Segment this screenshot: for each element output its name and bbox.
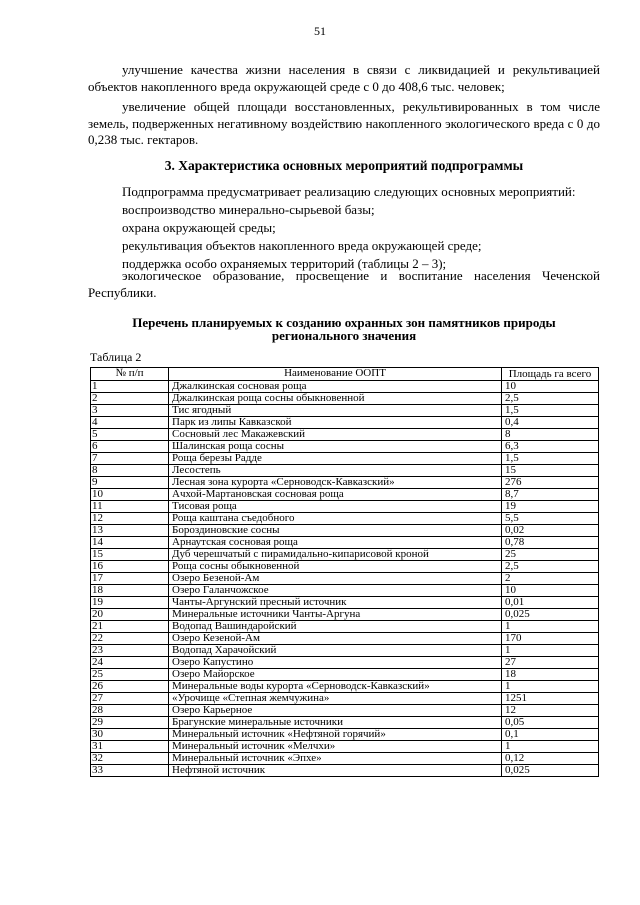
row-name: Бороздиновские сосны xyxy=(169,525,502,537)
row-area: 0,1 xyxy=(502,729,599,741)
row-area: 6,3 xyxy=(502,441,599,453)
table-row xyxy=(91,657,599,669)
row-number: 3 xyxy=(91,405,169,417)
row-number: 6 xyxy=(91,441,169,453)
measure-item: охрана окружающей среды; xyxy=(122,220,276,235)
row-area: 0,12 xyxy=(502,753,599,765)
table-row xyxy=(91,645,599,657)
table-row xyxy=(91,429,599,441)
row-number: 24 xyxy=(91,657,169,669)
row-number: 29 xyxy=(91,717,169,729)
row-name: Минеральный источник «Мелчхи» xyxy=(169,741,502,753)
row-area: 18 xyxy=(502,669,599,681)
table-row xyxy=(91,405,599,417)
table-row xyxy=(91,573,599,585)
row-name: Минеральные воды курорта «Серноводск-Кавказский» xyxy=(169,681,502,693)
row-name: Брагунские минеральные источники xyxy=(169,717,502,729)
row-number: 12 xyxy=(91,513,169,525)
row-number: 8 xyxy=(91,465,169,477)
measure-item: воспроизводство минерально-сырьевой базы; xyxy=(122,202,375,217)
row-area: 1 xyxy=(502,681,599,693)
measure-item: рекультивация объектов накопленного вреда окружающей среде; xyxy=(122,238,482,253)
row-number: 19 xyxy=(91,597,169,609)
table-row xyxy=(91,669,599,681)
row-area: 8 xyxy=(502,429,599,441)
row-name: Джалкинская сосновая роща xyxy=(169,381,502,393)
row-name: Шалинская роща сосны xyxy=(169,441,502,453)
row-name: Минеральные источники Чанты-Аргуна xyxy=(169,609,502,621)
header-area: Площадь га всего xyxy=(502,368,599,381)
row-area: 2,5 xyxy=(502,393,599,405)
table-row xyxy=(91,729,599,741)
measure-item: поддержка особо охраняемых территорий (таблицы 2 – 3); xyxy=(122,256,447,271)
row-area: 1251 xyxy=(502,693,599,705)
row-name: Лесная зона курорта «Серноводск-Кавказский» xyxy=(169,477,502,489)
row-name: Озеро Капустино xyxy=(169,657,502,669)
page-number: 51 xyxy=(314,24,326,38)
section-heading: 3. Характеристика основных мероприятий подпрограммы xyxy=(164,158,524,173)
row-number: 7 xyxy=(91,453,169,465)
row-area: 1 xyxy=(502,741,599,753)
paragraph-restored-area: увеличение общей площади восстановленных, рекультивированных в том числе земель, подверженных негативному воздействию накопленного экологического вреда с 0 до 0,238 тыс. гектаров. xyxy=(88,99,600,147)
table-row xyxy=(91,765,599,777)
row-area: 1,5 xyxy=(502,405,599,417)
table-row xyxy=(91,537,599,549)
paragraph-life-quality: улучшение качества жизни населения в связи с ликвидацией и рекультивацией объектов накопленного вреда окружающей среде с 0 до 408,6 тыс. человек; xyxy=(88,62,600,94)
table-row xyxy=(91,717,599,729)
row-number: 22 xyxy=(91,633,169,645)
row-name: Минеральный источник «Нефтяной горячий» xyxy=(169,729,502,741)
table-row xyxy=(91,465,599,477)
row-area: 1,5 xyxy=(502,453,599,465)
table-row xyxy=(91,753,599,765)
row-number: 18 xyxy=(91,585,169,597)
table-row xyxy=(91,609,599,621)
row-number: 11 xyxy=(91,501,169,513)
row-number: 17 xyxy=(91,573,169,585)
row-number: 13 xyxy=(91,525,169,537)
row-number: 26 xyxy=(91,681,169,693)
row-number: 30 xyxy=(91,729,169,741)
row-number: 28 xyxy=(91,705,169,717)
row-area: 5,5 xyxy=(502,513,599,525)
row-number: 15 xyxy=(91,549,169,561)
table-row xyxy=(91,453,599,465)
row-area: 0,05 xyxy=(502,717,599,729)
row-name: Сосновый лес Макажевский xyxy=(169,429,502,441)
table-header-row xyxy=(91,368,599,381)
row-name: Минеральный источник «Эпхе» xyxy=(169,753,502,765)
protected-areas-table xyxy=(90,367,599,777)
row-number: 4 xyxy=(91,417,169,429)
row-name: Лесостепь xyxy=(169,465,502,477)
row-name: Озеро Кезеной-Ам xyxy=(169,633,502,645)
table-row xyxy=(91,525,599,537)
row-number: 20 xyxy=(91,609,169,621)
row-area: 276 xyxy=(502,477,599,489)
table-row xyxy=(91,477,599,489)
section-intro: Подпрограмма предусматривает реализацию следующих основных мероприятий: xyxy=(122,184,576,199)
row-area: 27 xyxy=(502,657,599,669)
row-area: 15 xyxy=(502,465,599,477)
row-name: Озеро Галанчожское xyxy=(169,585,502,597)
table-row xyxy=(91,513,599,525)
row-area: 19 xyxy=(502,501,599,513)
measure-item-last: экологическое образование, просвещение и воспитание населения Чеченской Республики. xyxy=(88,268,600,300)
table-row xyxy=(91,633,599,645)
row-number: 5 xyxy=(91,429,169,441)
row-area: 8,7 xyxy=(502,489,599,501)
row-number: 16 xyxy=(91,561,169,573)
header-number: № п/п xyxy=(91,368,169,381)
table-row xyxy=(91,441,599,453)
row-number: 14 xyxy=(91,537,169,549)
row-name: «Урочище «Степная жемчужина» xyxy=(169,693,502,705)
row-number: 1 xyxy=(91,381,169,393)
row-area: 25 xyxy=(502,549,599,561)
row-area: 10 xyxy=(502,381,599,393)
row-name: Ачхой-Мартановская сосновая роща xyxy=(169,489,502,501)
row-name: Парк из липы Кавказской xyxy=(169,417,502,429)
table-row xyxy=(91,501,599,513)
row-name: Озеро Карьерное xyxy=(169,705,502,717)
row-name: Роща березы Радде xyxy=(169,453,502,465)
row-name: Арнаутская сосновая роща xyxy=(169,537,502,549)
row-number: 2 xyxy=(91,393,169,405)
table-row xyxy=(91,417,599,429)
table-caption: Таблица 2 xyxy=(90,350,142,364)
table-title: Перечень планируемых к созданию охранных зон памятников природы регионального значения xyxy=(132,315,556,343)
row-number: 10 xyxy=(91,489,169,501)
row-area: 2 xyxy=(502,573,599,585)
row-area: 0,4 xyxy=(502,417,599,429)
row-name: Роща сосны обыкновенной xyxy=(169,561,502,573)
row-name: Тис ягодный xyxy=(169,405,502,417)
table-row xyxy=(91,693,599,705)
row-name: Озеро Безеной-Ам xyxy=(169,573,502,585)
header-name: Наименование ООПТ xyxy=(169,368,502,381)
table-row xyxy=(91,681,599,693)
row-area: 0,025 xyxy=(502,765,599,777)
row-area: 0,78 xyxy=(502,537,599,549)
row-number: 21 xyxy=(91,621,169,633)
row-area: 0,02 xyxy=(502,525,599,537)
row-number: 27 xyxy=(91,693,169,705)
table-row xyxy=(91,489,599,501)
table-row xyxy=(91,585,599,597)
row-name: Нефтяной источник xyxy=(169,765,502,777)
row-number: 33 xyxy=(91,765,169,777)
row-name: Чанты-Аргунский пресный источник xyxy=(169,597,502,609)
table-body xyxy=(91,381,599,777)
table-row xyxy=(91,549,599,561)
row-area: 12 xyxy=(502,705,599,717)
row-area: 1 xyxy=(502,645,599,657)
row-name: Водопад Харачойский xyxy=(169,645,502,657)
row-name: Джалкинская роща сосны обыкновенной xyxy=(169,393,502,405)
row-number: 32 xyxy=(91,753,169,765)
row-number: 31 xyxy=(91,741,169,753)
row-area: 2,5 xyxy=(502,561,599,573)
row-area: 10 xyxy=(502,585,599,597)
row-number: 9 xyxy=(91,477,169,489)
row-area: 0,025 xyxy=(502,609,599,621)
row-number: 23 xyxy=(91,645,169,657)
table-row xyxy=(91,597,599,609)
row-area: 0,01 xyxy=(502,597,599,609)
table-row xyxy=(91,393,599,405)
table-row xyxy=(91,741,599,753)
row-area: 1 xyxy=(502,621,599,633)
table-row xyxy=(91,561,599,573)
row-name: Водопад Вашиндаройский xyxy=(169,621,502,633)
row-name: Озеро Майорское xyxy=(169,669,502,681)
row-area: 170 xyxy=(502,633,599,645)
row-name: Роща каштана съедобного xyxy=(169,513,502,525)
table-row xyxy=(91,381,599,393)
table-row xyxy=(91,705,599,717)
row-number: 25 xyxy=(91,669,169,681)
row-name: Тисовая роща xyxy=(169,501,502,513)
row-name: Дуб черешчатый с пирамидально-кипарисовой кроной xyxy=(169,549,502,561)
table-row xyxy=(91,621,599,633)
